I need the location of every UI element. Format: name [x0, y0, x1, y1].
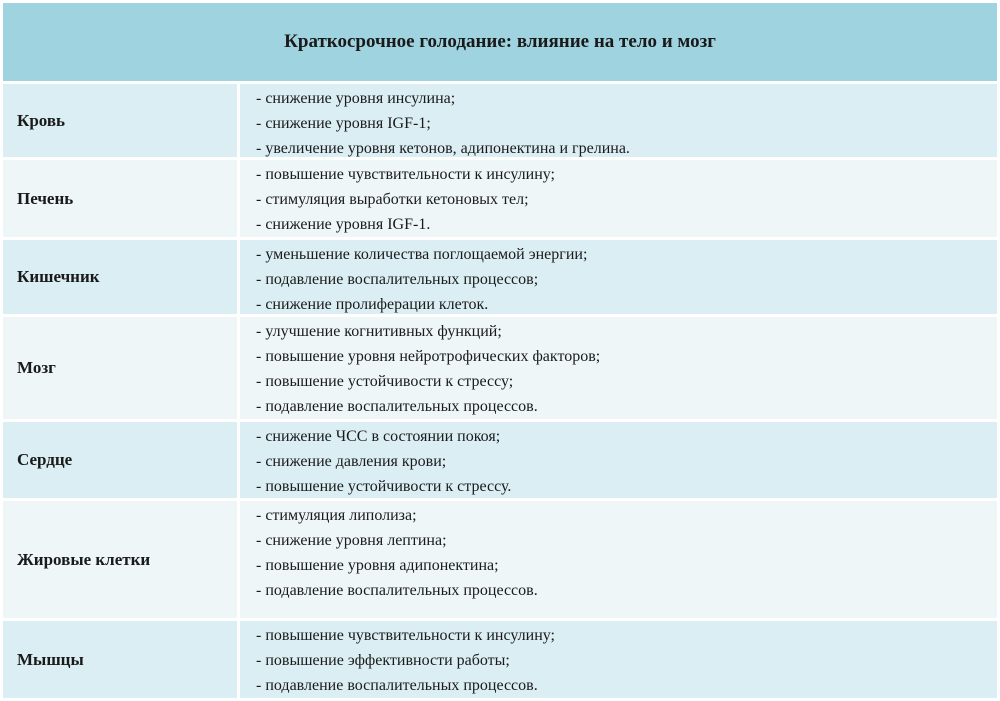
effect-item: - снижение пролиферации клеток. [256, 296, 489, 313]
table-row [3, 160, 997, 240]
organ-label: Сердце [3, 422, 240, 498]
table-row [3, 501, 997, 621]
effect-item: - снижение уровня инсулина; [256, 90, 456, 107]
effect-item: - повышение устойчивости к стрессу; [256, 373, 514, 390]
effects-list [240, 501, 997, 618]
effect-item: - повышение эффективности работы; [256, 652, 510, 669]
table-row [3, 317, 997, 422]
effects-list [240, 621, 997, 698]
effect-item: - снижение уровня IGF-1. [256, 216, 431, 233]
effect-item: - подавление воспалительных процессов. [256, 677, 538, 694]
effect-item: - снижение давления крови; [256, 453, 447, 470]
effect-item: - уменьшение количества поглощаемой энергии; [256, 246, 588, 263]
effect-item: - стимуляция липолиза; [256, 507, 417, 524]
effect-item: - улучшение когнитивных функций; [256, 323, 502, 340]
organ-label: Печень [3, 160, 240, 237]
effects-list [240, 422, 997, 498]
table-row [3, 422, 997, 501]
effects-list [240, 240, 997, 314]
effects-list [240, 160, 997, 237]
effect-item: - увеличение уровня кетонов, адипонектина и грелина. [256, 140, 630, 157]
organ-label: Мышцы [3, 621, 240, 698]
table-row [3, 621, 997, 698]
effect-item: - подавление воспалительных процессов. [256, 398, 538, 415]
effect-item: - снижение уровня IGF-1; [256, 115, 431, 132]
organ-label: Мозг [3, 317, 240, 419]
effect-item: - повышение уровня адипонектина; [256, 557, 499, 574]
effect-item: - снижение ЧСС в состоянии покоя; [256, 428, 501, 445]
effect-item: - подавление воспалительных процессов; [256, 271, 539, 288]
effect-item: - снижение уровня лептина; [256, 532, 447, 549]
effects-list [240, 317, 997, 419]
organ-label: Жировые клетки [3, 501, 240, 618]
organ-label: Кишечник [3, 240, 240, 314]
effect-item: - стимуляция выработки кетоновых тел; [256, 191, 529, 208]
effect-item: - повышение уровня нейротрофических факторов; [256, 348, 601, 365]
effects-list [240, 84, 997, 157]
table-row [3, 240, 997, 317]
effect-item: - повышение чувствительности к инсулину; [256, 627, 555, 644]
effect-item: - повышение устойчивости к стрессу. [256, 478, 512, 495]
organ-label: Кровь [3, 84, 240, 157]
table-row [3, 84, 997, 160]
effect-item: - повышение чувствительности к инсулину; [256, 166, 555, 183]
table-title: Краткосрочное голодание: влияние на тело и мозг [3, 3, 997, 84]
effect-item: - подавление воспалительных процессов. [256, 582, 538, 599]
